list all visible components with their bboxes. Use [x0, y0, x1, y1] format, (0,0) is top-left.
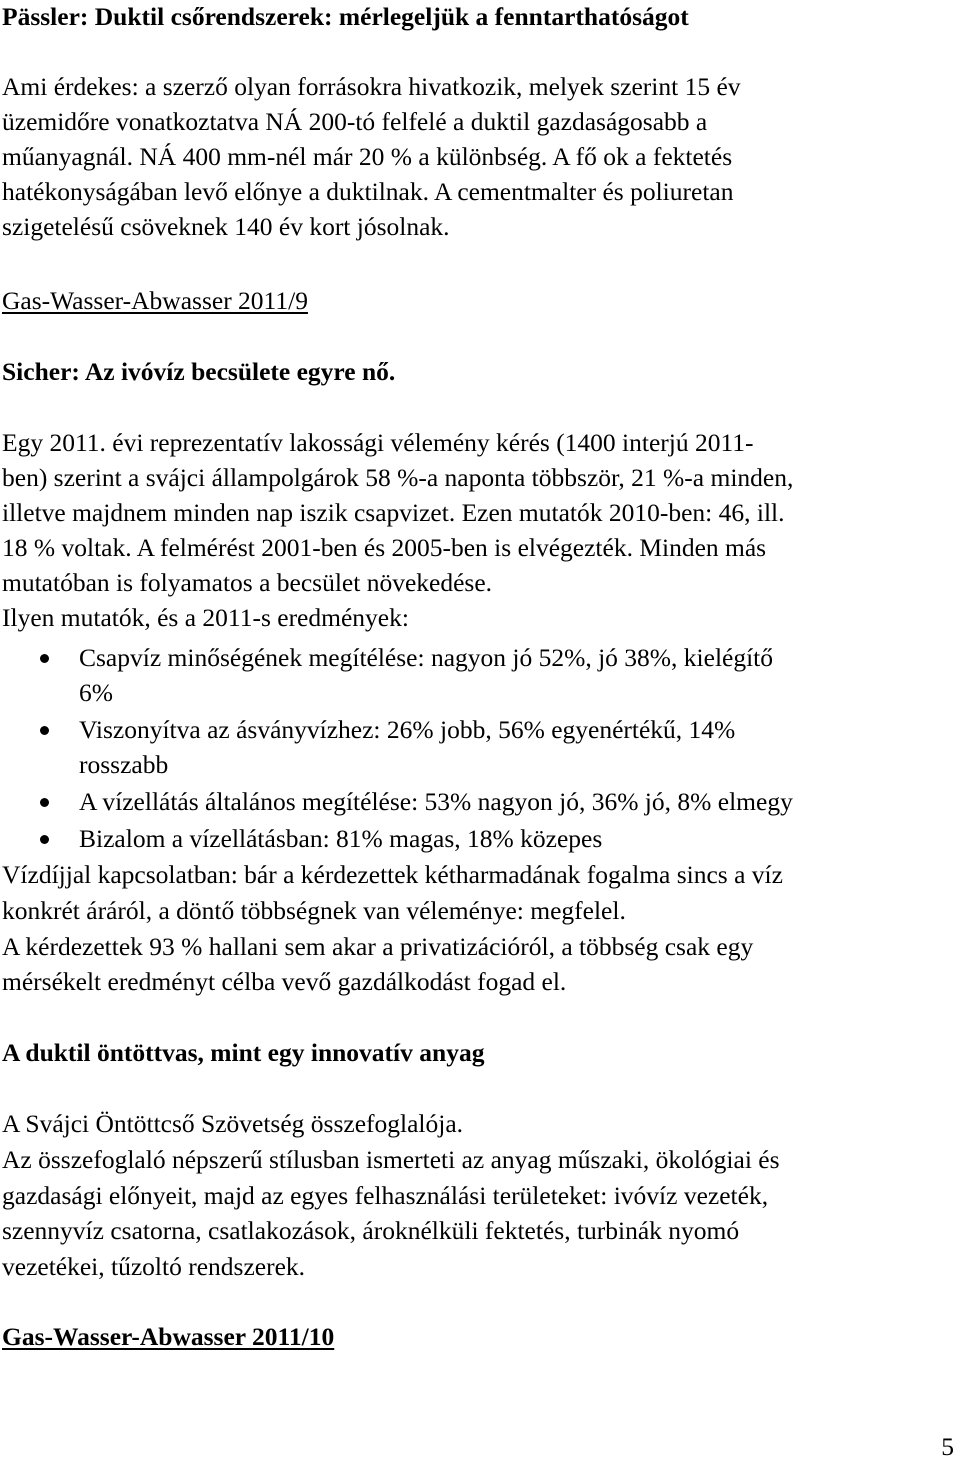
- section3-text-line: gazdasági előnyeit, majd az egyes felhasználási területeket: ivóvíz vezeték,: [2, 1181, 769, 1210]
- section2-text-line: ben) szerint a svájci állampolgárok 58 %-a naponta többször, 21 %-a minden,: [2, 463, 794, 492]
- bullet-text: 6%: [79, 678, 113, 707]
- section2-text-line: 18 % voltak. A felmérést 2001-ben és 2005-ben is elvégezték. Minden más: [2, 533, 767, 562]
- section2-text-line: A kérdezettek 93 % hallani sem akar a privatizációról, a többség csak egy: [2, 932, 754, 961]
- section2-text-line: mutatóban is folyamatos a becsület növekedése.: [2, 568, 493, 597]
- section1-text-line: Ami érdekes: a szerző olyan forrásokra hivatkozik, melyek szerint 15 év: [2, 72, 741, 101]
- section3-text-line: Az összefoglaló népszerű stílusban ismerteti az anyag műszaki, ökológiai és: [2, 1145, 780, 1174]
- section1-source: Gas-Wasser-Abwasser 2011/9: [2, 286, 308, 315]
- bullet-text: rosszabb: [79, 750, 169, 779]
- section3-intro: A Svájci Öntöttcső Szövetség összefoglalója.: [2, 1109, 464, 1138]
- section2-text-line: Egy 2011. évi reprezentatív lakossági vélemény kérés (1400 interjú 2011-: [2, 428, 754, 457]
- bullet-text: A vízellátás általános megítélése: 53% nagyon jó, 36% jó, 8% elmegy: [79, 787, 793, 816]
- section2-text-line: mérsékelt eredményt célba vevő gazdálkodást fogad el.: [2, 967, 567, 996]
- section3-text-line: vezetékei, tűzoltó rendszerek.: [2, 1252, 306, 1281]
- section2-text-line: Ilyen mutatók, és a 2011-s eredmények:: [2, 603, 409, 632]
- section3-title: A duktil öntöttvas, mint egy innovatív anyag: [2, 1038, 485, 1067]
- bullet-text: Csapvíz minőségének megítélése: nagyon jó 52%, jó 38%, kielégítő: [79, 643, 774, 672]
- section2-text-line: konkrét áráról, a döntő többségnek van véleménye: megfelel.: [2, 896, 626, 925]
- document-page: [2, 0, 956, 1472]
- bullet-icon: [40, 654, 49, 663]
- section2-text-line: illetve majdnem minden nap iszik csapvizet. Ezen mutatók 2010-ben: 46, ill.: [2, 498, 785, 527]
- page-number: 5: [941, 1432, 954, 1461]
- section1-text-line: üzemidőre vonatkoztatva NÁ 200-tó felfelé a duktil gazdaságosabb a: [2, 107, 708, 136]
- section1-text-line: műanyagnál. NÁ 400 mm-nél már 20 % a különbség. A fő ok a fektetés: [2, 142, 733, 171]
- bullet-text: Viszonyítva az ásványvízhez: 26% jobb, 56% egyenértékű, 14%: [79, 715, 736, 744]
- bullet-icon: [40, 726, 49, 735]
- section1-text-line: szigetelésű csöveknek 140 év kort jósolnak.: [2, 212, 450, 241]
- bullet-icon: [40, 835, 49, 844]
- bullet-icon: [40, 798, 49, 807]
- section3-text-line: szennyvíz csatorna, csatlakozások, ároknélküli fektetés, turbinák nyomó: [2, 1216, 740, 1245]
- section2-text-line: Vízdíjjal kapcsolatban: bár a kérdezettek kétharmadának fogalma sincs a víz: [2, 860, 783, 889]
- section1-text-line: hatékonyságában levő előnye a duktilnak. A cementmalter és poliuretan: [2, 177, 734, 206]
- section1-title: Pässler: Duktil csőrendszerek: mérlegeljük a fenntarthatóságot: [2, 2, 689, 31]
- bullet-text: Bizalom a vízellátásban: 81% magas, 18% közepes: [79, 824, 603, 853]
- section2-title: Sicher: Az ivóvíz becsülete egyre nő.: [2, 357, 396, 386]
- section3-source: Gas-Wasser-Abwasser 2011/10: [2, 1322, 335, 1351]
